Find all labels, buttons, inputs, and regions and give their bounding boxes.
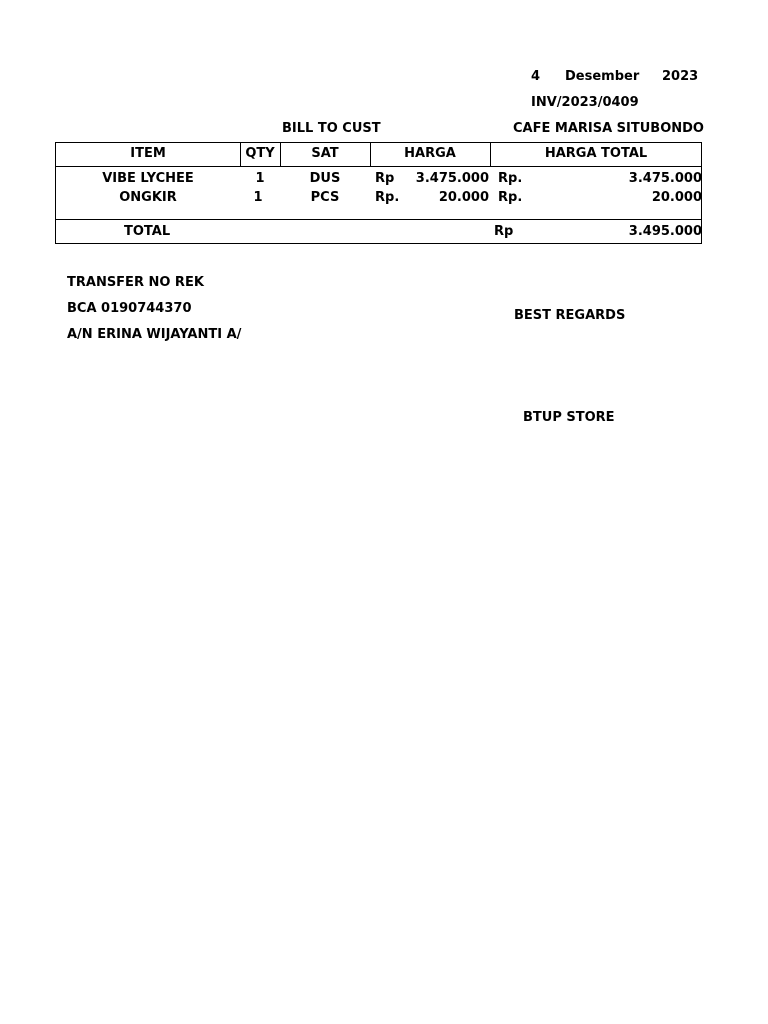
column-header-qty: QTY bbox=[245, 146, 275, 161]
table-row-total-currency: Rp. bbox=[498, 190, 523, 205]
table-row-total: 3.475.000 bbox=[628, 171, 702, 186]
closing-store-name: BTUP STORE bbox=[523, 410, 615, 425]
payment-line-account: BCA 0190744370 bbox=[67, 301, 192, 316]
table-row-harga: 3.475.000 bbox=[415, 171, 489, 186]
column-header-sat: SAT bbox=[311, 146, 339, 161]
date-year: 2023 bbox=[662, 69, 699, 84]
column-header-harga-total: HARGA TOTAL bbox=[544, 146, 648, 161]
table-row-item: ONGKIR bbox=[119, 190, 177, 205]
invoice-number: INV/2023/0409 bbox=[531, 95, 639, 110]
table-row-sat: DUS bbox=[309, 171, 341, 186]
table-row-qty: 1 bbox=[253, 190, 263, 205]
table-row-item: VIBE LYCHEE bbox=[102, 171, 194, 186]
table-row-harga-currency: Rp bbox=[375, 171, 395, 186]
table-row-total-currency: Rp. bbox=[498, 171, 523, 186]
column-header-item: ITEM bbox=[130, 146, 166, 161]
payment-line-holder: A/N ERINA WIJAYANTI A/ bbox=[67, 327, 242, 342]
payment-line-transfer: TRANSFER NO REK bbox=[67, 275, 204, 290]
header-divider bbox=[56, 166, 701, 167]
closing-regards: BEST REGARDS bbox=[514, 308, 626, 323]
invoice-table bbox=[55, 142, 702, 244]
date-month: Desember bbox=[565, 69, 640, 84]
table-row-qty: 1 bbox=[255, 171, 265, 186]
date-day: 4 bbox=[531, 69, 541, 84]
table-row-harga-currency: Rp. bbox=[375, 190, 400, 205]
total-value: 3.495.000 bbox=[628, 224, 702, 239]
bill-to-name: CAFE MARISA SITUBONDO bbox=[513, 121, 704, 136]
table-row-sat: PCS bbox=[310, 190, 340, 205]
column-header-harga: HARGA bbox=[404, 146, 456, 161]
total-label: TOTAL bbox=[124, 224, 171, 239]
bill-to-label: BILL TO CUST bbox=[282, 121, 381, 136]
table-row-total: 20.000 bbox=[651, 190, 702, 205]
table-row-harga: 20.000 bbox=[438, 190, 489, 205]
total-currency: Rp bbox=[494, 224, 514, 239]
total-divider bbox=[56, 219, 701, 220]
